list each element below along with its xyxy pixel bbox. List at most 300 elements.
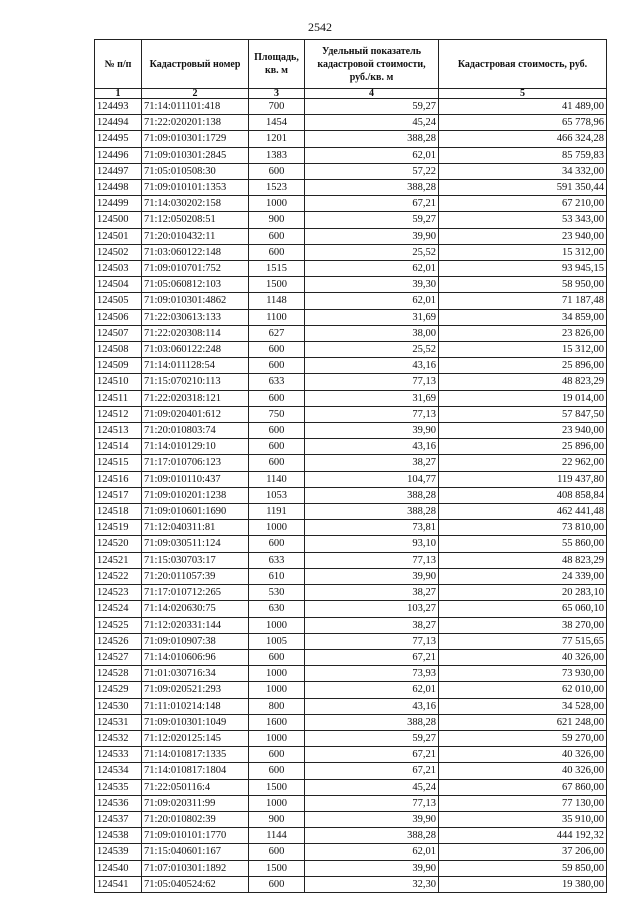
table-row bbox=[95, 747, 607, 763]
specific-value-cell: 39,90 bbox=[305, 423, 439, 439]
row-number-cell: 124522 bbox=[95, 568, 142, 584]
column-number: 3 bbox=[249, 89, 305, 99]
specific-value-cell: 39,90 bbox=[305, 228, 439, 244]
table-row bbox=[95, 423, 607, 439]
row-number-cell: 124498 bbox=[95, 180, 142, 196]
area-cell: 600 bbox=[249, 358, 305, 374]
table-row bbox=[95, 455, 607, 471]
cadastral-value-cell: 59 850,00 bbox=[439, 860, 607, 876]
row-number-cell: 124541 bbox=[95, 876, 142, 892]
specific-value-cell: 38,27 bbox=[305, 585, 439, 601]
cadastral-number-cell: 71:09:010301:4862 bbox=[142, 293, 249, 309]
row-number-cell: 124523 bbox=[95, 585, 142, 601]
cadastral-number-cell: 71:09:010201:1238 bbox=[142, 487, 249, 503]
specific-value-cell: 38,00 bbox=[305, 325, 439, 341]
cadastral-number-cell: 71:14:011128:54 bbox=[142, 358, 249, 374]
cadastral-value-cell: 119 437,80 bbox=[439, 471, 607, 487]
table-row bbox=[95, 633, 607, 649]
cadastral-number-cell: 71:09:010701:752 bbox=[142, 261, 249, 277]
area-cell: 1100 bbox=[249, 309, 305, 325]
cadastral-value-cell: 85 759,83 bbox=[439, 147, 607, 163]
cadastral-number-cell: 71:14:010606:96 bbox=[142, 649, 249, 665]
area-cell: 610 bbox=[249, 568, 305, 584]
row-number-cell: 124510 bbox=[95, 374, 142, 390]
row-number-cell: 124519 bbox=[95, 520, 142, 536]
cadastral-number-cell: 71:14:010817:1335 bbox=[142, 747, 249, 763]
column-number-row bbox=[95, 89, 607, 99]
row-number-cell: 124493 bbox=[95, 99, 142, 115]
cadastral-value-cell: 65 778,96 bbox=[439, 115, 607, 131]
cadastral-number-cell: 71:17:010706:123 bbox=[142, 455, 249, 471]
page-number: 2542 bbox=[308, 20, 332, 34]
row-number-cell: 124530 bbox=[95, 698, 142, 714]
area-cell: 633 bbox=[249, 374, 305, 390]
specific-value-cell: 388,28 bbox=[305, 714, 439, 730]
cadastral-number-cell: 71:01:030716:34 bbox=[142, 666, 249, 682]
specific-value-cell: 39,90 bbox=[305, 811, 439, 827]
cadastral-number-cell: 71:09:020311:99 bbox=[142, 795, 249, 811]
cadastral-value-cell: 15 312,00 bbox=[439, 342, 607, 358]
cadastral-number-cell: 71:05:040524:62 bbox=[142, 876, 249, 892]
row-number-cell: 124538 bbox=[95, 828, 142, 844]
area-cell: 1053 bbox=[249, 487, 305, 503]
cadastral-value-cell: 77 130,00 bbox=[439, 795, 607, 811]
specific-value-cell: 39,30 bbox=[305, 277, 439, 293]
cadastral-number-cell: 71:12:020125:145 bbox=[142, 730, 249, 746]
cadastral-value-cell: 23 940,00 bbox=[439, 423, 607, 439]
area-cell: 600 bbox=[249, 342, 305, 358]
row-number-cell: 124521 bbox=[95, 552, 142, 568]
row-number-cell: 124516 bbox=[95, 471, 142, 487]
cadastral-value-cell: 466 324,28 bbox=[439, 131, 607, 147]
specific-value-cell: 45,24 bbox=[305, 779, 439, 795]
area-cell: 900 bbox=[249, 212, 305, 228]
specific-value-cell: 77,13 bbox=[305, 552, 439, 568]
specific-value-cell: 388,28 bbox=[305, 487, 439, 503]
cadastral-value-cell: 48 823,29 bbox=[439, 374, 607, 390]
specific-value-cell: 38,27 bbox=[305, 455, 439, 471]
specific-value-cell: 388,28 bbox=[305, 828, 439, 844]
cadastral-value-cell: 22 962,00 bbox=[439, 455, 607, 471]
cadastral-value-cell: 37 206,00 bbox=[439, 844, 607, 860]
table-row bbox=[95, 698, 607, 714]
cadastral-value-table bbox=[94, 39, 607, 893]
column-number: 5 bbox=[439, 89, 607, 99]
row-number-cell: 124500 bbox=[95, 212, 142, 228]
table-row bbox=[95, 520, 607, 536]
area-cell: 600 bbox=[249, 163, 305, 179]
row-number-cell: 124514 bbox=[95, 439, 142, 455]
area-cell: 900 bbox=[249, 811, 305, 827]
area-cell: 1500 bbox=[249, 860, 305, 876]
cadastral-number-cell: 71:20:011057:39 bbox=[142, 568, 249, 584]
cadastral-number-cell: 71:09:010907:38 bbox=[142, 633, 249, 649]
table-row bbox=[95, 180, 607, 196]
specific-value-cell: 43,16 bbox=[305, 439, 439, 455]
cadastral-value-cell: 73 930,00 bbox=[439, 666, 607, 682]
specific-value-cell: 77,13 bbox=[305, 633, 439, 649]
cadastral-value-cell: 57 847,50 bbox=[439, 406, 607, 422]
cadastral-number-cell: 71:20:010432:11 bbox=[142, 228, 249, 244]
cadastral-value-cell: 71 187,48 bbox=[439, 293, 607, 309]
cadastral-value-cell: 65 060,10 bbox=[439, 601, 607, 617]
table-row bbox=[95, 406, 607, 422]
cadastral-number-cell: 71:12:020331:144 bbox=[142, 617, 249, 633]
area-cell: 1000 bbox=[249, 617, 305, 633]
cadastral-number-cell: 71:09:010101:1353 bbox=[142, 180, 249, 196]
area-cell: 800 bbox=[249, 698, 305, 714]
cadastral-number-cell: 71:09:020401:612 bbox=[142, 406, 249, 422]
specific-value-cell: 59,27 bbox=[305, 730, 439, 746]
row-number-cell: 124496 bbox=[95, 147, 142, 163]
specific-value-cell: 77,13 bbox=[305, 795, 439, 811]
row-number-cell: 124515 bbox=[95, 455, 142, 471]
row-number-cell: 124499 bbox=[95, 196, 142, 212]
area-cell: 1000 bbox=[249, 666, 305, 682]
table-row bbox=[95, 115, 607, 131]
table-row bbox=[95, 568, 607, 584]
specific-value-cell: 62,01 bbox=[305, 147, 439, 163]
specific-value-cell: 31,69 bbox=[305, 309, 439, 325]
header-specific-value: Удельный показатель кадастровой стоимости, руб./кв. м bbox=[305, 40, 439, 89]
cadastral-number-cell: 71:14:010817:1804 bbox=[142, 763, 249, 779]
cadastral-value-cell: 20 283,10 bbox=[439, 585, 607, 601]
header-row bbox=[95, 40, 607, 89]
row-number-cell: 124502 bbox=[95, 244, 142, 260]
table-row bbox=[95, 261, 607, 277]
area-cell: 600 bbox=[249, 390, 305, 406]
cadastral-value-cell: 53 343,00 bbox=[439, 212, 607, 228]
table-row bbox=[95, 131, 607, 147]
table-row bbox=[95, 779, 607, 795]
table-row bbox=[95, 212, 607, 228]
area-cell: 1000 bbox=[249, 196, 305, 212]
row-number-cell: 124511 bbox=[95, 390, 142, 406]
specific-value-cell: 62,01 bbox=[305, 261, 439, 277]
table-row bbox=[95, 374, 607, 390]
area-cell: 600 bbox=[249, 876, 305, 892]
table-row bbox=[95, 147, 607, 163]
table-row bbox=[95, 795, 607, 811]
row-number-cell: 124531 bbox=[95, 714, 142, 730]
cadastral-number-cell: 71:03:060122:248 bbox=[142, 342, 249, 358]
area-cell: 750 bbox=[249, 406, 305, 422]
area-cell: 1500 bbox=[249, 779, 305, 795]
specific-value-cell: 62,01 bbox=[305, 682, 439, 698]
cadastral-number-cell: 71:09:010601:1690 bbox=[142, 504, 249, 520]
cadastral-value-cell: 41 489,00 bbox=[439, 99, 607, 115]
cadastral-value-cell: 40 326,00 bbox=[439, 763, 607, 779]
row-number-cell: 124526 bbox=[95, 633, 142, 649]
table-row bbox=[95, 358, 607, 374]
area-cell: 530 bbox=[249, 585, 305, 601]
area-cell: 1000 bbox=[249, 730, 305, 746]
cadastral-value-cell: 55 860,00 bbox=[439, 536, 607, 552]
row-number-cell: 124537 bbox=[95, 811, 142, 827]
row-number-cell: 124529 bbox=[95, 682, 142, 698]
header-cadastral-number: Кадастровый номер bbox=[142, 40, 249, 89]
row-number-cell: 124501 bbox=[95, 228, 142, 244]
cadastral-number-cell: 71:05:010508:30 bbox=[142, 163, 249, 179]
specific-value-cell: 93,10 bbox=[305, 536, 439, 552]
table-row bbox=[95, 811, 607, 827]
cadastral-value-cell: 58 950,00 bbox=[439, 277, 607, 293]
area-cell: 700 bbox=[249, 99, 305, 115]
area-cell: 600 bbox=[249, 649, 305, 665]
area-cell: 600 bbox=[249, 228, 305, 244]
specific-value-cell: 73,81 bbox=[305, 520, 439, 536]
header-area: Площадь, кв. м bbox=[249, 40, 305, 89]
cadastral-value-cell: 67 860,00 bbox=[439, 779, 607, 795]
area-cell: 1600 bbox=[249, 714, 305, 730]
row-number-cell: 124536 bbox=[95, 795, 142, 811]
specific-value-cell: 67,21 bbox=[305, 196, 439, 212]
table-row bbox=[95, 277, 607, 293]
row-number-cell: 124532 bbox=[95, 730, 142, 746]
cadastral-number-cell: 71:07:010301:1892 bbox=[142, 860, 249, 876]
table-row bbox=[95, 649, 607, 665]
specific-value-cell: 388,28 bbox=[305, 131, 439, 147]
table-row bbox=[95, 487, 607, 503]
row-number-cell: 124506 bbox=[95, 309, 142, 325]
specific-value-cell: 32,30 bbox=[305, 876, 439, 892]
table-row bbox=[95, 682, 607, 698]
specific-value-cell: 43,16 bbox=[305, 358, 439, 374]
cadastral-number-cell: 71:09:010110:437 bbox=[142, 471, 249, 487]
cadastral-value-cell: 62 010,00 bbox=[439, 682, 607, 698]
cadastral-number-cell: 71:09:030511:124 bbox=[142, 536, 249, 552]
cadastral-value-cell: 25 896,00 bbox=[439, 439, 607, 455]
specific-value-cell: 67,21 bbox=[305, 747, 439, 763]
area-cell: 600 bbox=[249, 439, 305, 455]
cadastral-number-cell: 71:22:020201:138 bbox=[142, 115, 249, 131]
table-row bbox=[95, 163, 607, 179]
area-cell: 600 bbox=[249, 423, 305, 439]
row-number-cell: 124503 bbox=[95, 261, 142, 277]
cadastral-number-cell: 71:14:010129:10 bbox=[142, 439, 249, 455]
table-row bbox=[95, 536, 607, 552]
specific-value-cell: 39,90 bbox=[305, 860, 439, 876]
cadastral-value-cell: 35 910,00 bbox=[439, 811, 607, 827]
cadastral-value-cell: 77 515,65 bbox=[439, 633, 607, 649]
cadastral-number-cell: 71:15:040601:167 bbox=[142, 844, 249, 860]
table-row bbox=[95, 342, 607, 358]
area-cell: 1500 bbox=[249, 277, 305, 293]
cadastral-value-cell: 34 528,00 bbox=[439, 698, 607, 714]
cadastral-value-cell: 23 826,00 bbox=[439, 325, 607, 341]
specific-value-cell: 77,13 bbox=[305, 406, 439, 422]
specific-value-cell: 67,21 bbox=[305, 649, 439, 665]
cadastral-number-cell: 71:20:010803:74 bbox=[142, 423, 249, 439]
row-number-cell: 124495 bbox=[95, 131, 142, 147]
row-number-cell: 124505 bbox=[95, 293, 142, 309]
area-cell: 600 bbox=[249, 244, 305, 260]
specific-value-cell: 25,52 bbox=[305, 244, 439, 260]
cadastral-number-cell: 71:14:011101:418 bbox=[142, 99, 249, 115]
row-number-cell: 124528 bbox=[95, 666, 142, 682]
cadastral-number-cell: 71:22:020318:121 bbox=[142, 390, 249, 406]
row-number-cell: 124508 bbox=[95, 342, 142, 358]
cadastral-value-cell: 93 945,15 bbox=[439, 261, 607, 277]
cadastral-number-cell: 71:09:010101:1770 bbox=[142, 828, 249, 844]
area-cell: 1523 bbox=[249, 180, 305, 196]
specific-value-cell: 62,01 bbox=[305, 844, 439, 860]
specific-value-cell: 59,27 bbox=[305, 212, 439, 228]
area-cell: 600 bbox=[249, 455, 305, 471]
cadastral-number-cell: 71:09:010301:1049 bbox=[142, 714, 249, 730]
table-row bbox=[95, 876, 607, 892]
row-number-cell: 124504 bbox=[95, 277, 142, 293]
area-cell: 600 bbox=[249, 747, 305, 763]
specific-value-cell: 59,27 bbox=[305, 99, 439, 115]
column-number: 1 bbox=[95, 89, 142, 99]
table-row bbox=[95, 714, 607, 730]
cadastral-number-cell: 71:20:010802:39 bbox=[142, 811, 249, 827]
table-row bbox=[95, 617, 607, 633]
specific-value-cell: 57,22 bbox=[305, 163, 439, 179]
table-row bbox=[95, 390, 607, 406]
area-cell: 1148 bbox=[249, 293, 305, 309]
row-number-cell: 124525 bbox=[95, 617, 142, 633]
specific-value-cell: 45,24 bbox=[305, 115, 439, 131]
column-number: 2 bbox=[142, 89, 249, 99]
cadastral-value-cell: 462 441,48 bbox=[439, 504, 607, 520]
row-number-cell: 124494 bbox=[95, 115, 142, 131]
specific-value-cell: 103,27 bbox=[305, 601, 439, 617]
row-number-cell: 124520 bbox=[95, 536, 142, 552]
table-row bbox=[95, 471, 607, 487]
header-row-number: № п/п bbox=[95, 40, 142, 89]
table-row bbox=[95, 309, 607, 325]
cadastral-value-cell: 38 270,00 bbox=[439, 617, 607, 633]
specific-value-cell: 38,27 bbox=[305, 617, 439, 633]
table-row bbox=[95, 293, 607, 309]
specific-value-cell: 388,28 bbox=[305, 504, 439, 520]
row-number-cell: 124533 bbox=[95, 747, 142, 763]
specific-value-cell: 67,21 bbox=[305, 763, 439, 779]
area-cell: 1454 bbox=[249, 115, 305, 131]
cadastral-value-cell: 444 192,32 bbox=[439, 828, 607, 844]
specific-value-cell: 62,01 bbox=[305, 293, 439, 309]
table-row bbox=[95, 196, 607, 212]
specific-value-cell: 388,28 bbox=[305, 180, 439, 196]
area-cell: 600 bbox=[249, 763, 305, 779]
row-number-cell: 124497 bbox=[95, 163, 142, 179]
table-row bbox=[95, 666, 607, 682]
cadastral-number-cell: 71:11:010214:148 bbox=[142, 698, 249, 714]
table-row bbox=[95, 552, 607, 568]
table-row bbox=[95, 730, 607, 746]
cadastral-value-cell: 40 326,00 bbox=[439, 649, 607, 665]
table-row bbox=[95, 844, 607, 860]
row-number-cell: 124535 bbox=[95, 779, 142, 795]
row-number-cell: 124524 bbox=[95, 601, 142, 617]
cadastral-number-cell: 71:14:030202:158 bbox=[142, 196, 249, 212]
area-cell: 1005 bbox=[249, 633, 305, 649]
cadastral-value-cell: 621 248,00 bbox=[439, 714, 607, 730]
cadastral-value-cell: 67 210,00 bbox=[439, 196, 607, 212]
row-number-cell: 124507 bbox=[95, 325, 142, 341]
row-number-cell: 124540 bbox=[95, 860, 142, 876]
area-cell: 600 bbox=[249, 536, 305, 552]
area-cell: 1000 bbox=[249, 520, 305, 536]
cadastral-value-cell: 25 896,00 bbox=[439, 358, 607, 374]
area-cell: 1191 bbox=[249, 504, 305, 520]
specific-value-cell: 39,90 bbox=[305, 568, 439, 584]
cadastral-number-cell: 71:22:020308:114 bbox=[142, 325, 249, 341]
header-cadastral-value: Кадастровая стоимость, руб. bbox=[439, 40, 607, 89]
cadastral-number-cell: 71:22:050116:4 bbox=[142, 779, 249, 795]
specific-value-cell: 31,69 bbox=[305, 390, 439, 406]
specific-value-cell: 43,16 bbox=[305, 698, 439, 714]
cadastral-value-cell: 73 810,00 bbox=[439, 520, 607, 536]
row-number-cell: 124513 bbox=[95, 423, 142, 439]
cadastral-value-cell: 19 380,00 bbox=[439, 876, 607, 892]
area-cell: 1140 bbox=[249, 471, 305, 487]
cadastral-number-cell: 71:03:060122:148 bbox=[142, 244, 249, 260]
cadastral-number-cell: 71:09:010301:2845 bbox=[142, 147, 249, 163]
cadastral-number-cell: 71:12:040311:81 bbox=[142, 520, 249, 536]
table-row bbox=[95, 504, 607, 520]
cadastral-number-cell: 71:09:010301:1729 bbox=[142, 131, 249, 147]
cadastral-number-cell: 71:22:030613:133 bbox=[142, 309, 249, 325]
cadastral-value-cell: 408 858,84 bbox=[439, 487, 607, 503]
table-row bbox=[95, 228, 607, 244]
cadastral-number-cell: 71:17:010712:265 bbox=[142, 585, 249, 601]
table-row bbox=[95, 763, 607, 779]
specific-value-cell: 104,77 bbox=[305, 471, 439, 487]
cadastral-number-cell: 71:05:060812:103 bbox=[142, 277, 249, 293]
row-number-cell: 124509 bbox=[95, 358, 142, 374]
table-row bbox=[95, 99, 607, 115]
cadastral-number-cell: 71:09:020521:293 bbox=[142, 682, 249, 698]
row-number-cell: 124512 bbox=[95, 406, 142, 422]
specific-value-cell: 25,52 bbox=[305, 342, 439, 358]
cadastral-value-cell: 40 326,00 bbox=[439, 747, 607, 763]
table-row bbox=[95, 585, 607, 601]
cadastral-value-cell: 24 339,00 bbox=[439, 568, 607, 584]
cadastral-value-cell: 48 823,29 bbox=[439, 552, 607, 568]
row-number-cell: 124534 bbox=[95, 763, 142, 779]
row-number-cell: 124518 bbox=[95, 504, 142, 520]
cadastral-value-cell: 591 350,44 bbox=[439, 180, 607, 196]
area-cell: 1000 bbox=[249, 682, 305, 698]
area-cell: 1515 bbox=[249, 261, 305, 277]
table-row bbox=[95, 439, 607, 455]
cadastral-number-cell: 71:14:020630:75 bbox=[142, 601, 249, 617]
area-cell: 633 bbox=[249, 552, 305, 568]
cadastral-value-cell: 34 332,00 bbox=[439, 163, 607, 179]
cadastral-number-cell: 71:15:070210:113 bbox=[142, 374, 249, 390]
row-number-cell: 124527 bbox=[95, 649, 142, 665]
row-number-cell: 124517 bbox=[95, 487, 142, 503]
table-body bbox=[95, 99, 607, 893]
cadastral-number-cell: 71:12:050208:51 bbox=[142, 212, 249, 228]
cadastral-value-cell: 15 312,00 bbox=[439, 244, 607, 260]
area-cell: 630 bbox=[249, 601, 305, 617]
specific-value-cell: 77,13 bbox=[305, 374, 439, 390]
cadastral-value-cell: 23 940,00 bbox=[439, 228, 607, 244]
specific-value-cell: 73,93 bbox=[305, 666, 439, 682]
column-number: 4 bbox=[305, 89, 439, 99]
table-row bbox=[95, 244, 607, 260]
cadastral-value-cell: 34 859,00 bbox=[439, 309, 607, 325]
cadastral-value-cell: 59 270,00 bbox=[439, 730, 607, 746]
table-row bbox=[95, 325, 607, 341]
area-cell: 1000 bbox=[249, 795, 305, 811]
table-row bbox=[95, 860, 607, 876]
table-row bbox=[95, 828, 607, 844]
